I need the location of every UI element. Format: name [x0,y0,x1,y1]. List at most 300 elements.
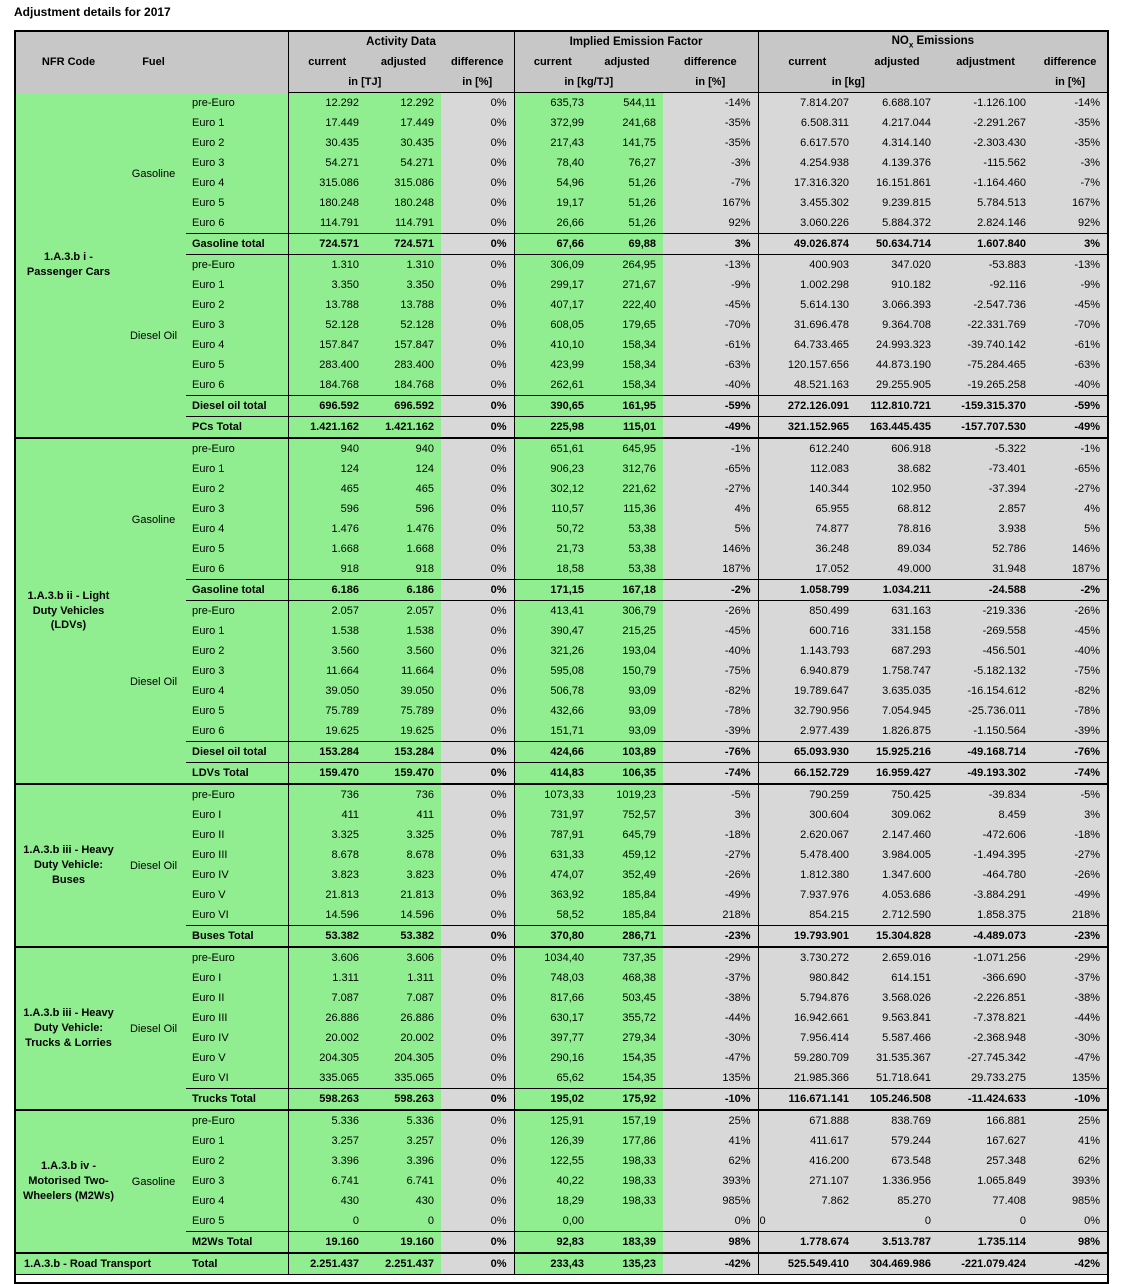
value-cell: 1.311 [288,968,366,988]
value-cell: -75.284.465 [938,355,1033,375]
value-cell: 985% [1033,1191,1108,1211]
value-cell: 39.050 [288,681,366,701]
value-cell: 3.823 [288,865,366,885]
value-cell: 13.788 [288,295,366,315]
value-cell: -27.745.342 [938,1048,1033,1068]
value-cell: 598.263 [288,1089,366,1111]
value-cell: 7.054.945 [856,701,938,721]
value-cell: 3.257 [288,1131,366,1151]
value-cell: -42% [1033,1253,1108,1275]
fuel-cell-empty [121,417,186,439]
value-cell: 167,18 [591,580,663,601]
value-cell: 12.292 [288,93,366,114]
value-cell: 41% [663,1131,758,1151]
header-nox-difference: difference [1033,52,1108,72]
grand-total-row [15,1253,1108,1275]
value-cell: -221.079.424 [938,1253,1033,1275]
value-cell: 2.057 [366,601,441,622]
value-cell: 5.336 [288,1110,366,1131]
value-cell: 110,57 [514,499,591,519]
value-cell: 38.682 [856,459,938,479]
value-cell: 175,92 [591,1089,663,1111]
euro-class-label: pre-Euro [186,438,288,459]
value-cell: 1.476 [366,519,441,539]
block-total-label: M2Ws Total [186,1232,288,1254]
table-row [15,417,1108,439]
value-cell: 335.065 [366,1068,441,1089]
value-cell: 120.157.656 [758,355,856,375]
value-cell: 1.034.211 [856,580,938,601]
value-cell: 93,09 [591,701,663,721]
value-cell: -53.883 [938,255,1033,276]
value-cell: -59% [1033,396,1108,417]
value-cell: 102.950 [856,479,938,499]
value-cell: 2.712.590 [856,905,938,926]
value-cell: 17.316.320 [758,173,856,193]
value-cell: 69,88 [591,234,663,255]
value-cell: 300.604 [758,805,856,825]
value-cell: -1% [663,438,758,459]
value-cell: -10% [663,1089,758,1111]
value-cell: -115.562 [938,153,1033,173]
value-cell: 0% [441,133,514,153]
value-cell: 126,39 [514,1131,591,1151]
value-cell: 0 [758,1211,856,1232]
value-cell: 204.305 [288,1048,366,1068]
value-cell: -14% [1033,93,1108,114]
value-cell: 0% [441,865,514,885]
value-cell: 54.271 [366,153,441,173]
value-cell: -78% [1033,701,1108,721]
value-cell: 222,40 [591,295,663,315]
value-cell: -16.154.612 [938,681,1033,701]
value-cell: -13% [1033,255,1108,276]
value-cell: 187% [1033,559,1108,580]
value-cell: -61% [663,335,758,355]
euro-class-label: Euro I [186,805,288,825]
value-cell: -24.588 [938,580,1033,601]
value-cell: 525.549.410 [758,1253,856,1275]
value-cell: 17.449 [288,113,366,133]
value-cell: -27% [663,845,758,865]
value-cell: 0% [441,295,514,315]
header-nox-adjustment: adjustment [938,52,1033,72]
value-cell: -70% [663,315,758,335]
value-cell: 187% [663,559,758,580]
value-cell: 12.292 [366,93,441,114]
value-cell: 696.592 [288,396,366,417]
value-cell: 116.671.141 [758,1089,856,1111]
value-cell: 150,79 [591,661,663,681]
value-cell: 1034,40 [514,947,591,968]
value-cell: 153.284 [366,742,441,763]
euro-class-label: Euro 3 [186,661,288,681]
value-cell: 0% [441,275,514,295]
value-cell: 918 [366,559,441,580]
value-cell: 16.942.661 [758,1008,856,1028]
fuel-cell: Diesel Oil [121,784,186,947]
value-cell: 146% [1033,539,1108,559]
value-cell: 48.521.163 [758,375,856,396]
value-cell: -73.401 [938,459,1033,479]
value-cell: 146% [663,539,758,559]
value-cell: -1.150.564 [938,721,1033,742]
value-cell: 411 [366,805,441,825]
value-cell: 36.248 [758,539,856,559]
value-cell: -18% [663,825,758,845]
value-cell: 736 [288,784,366,805]
value-cell: 51.718.641 [856,1068,938,1089]
nfr-cell: 1.A.3.b iii - Heavy Duty Vehicle: Trucks & Lorries [15,947,121,1110]
value-cell: 217,43 [514,133,591,153]
value-cell: 423,99 [514,355,591,375]
value-cell: 0% [441,601,514,622]
value-cell: 397,77 [514,1028,591,1048]
euro-class-label: Euro 1 [186,1131,288,1151]
value-cell: -159.315.370 [938,396,1033,417]
value-cell: 1.778.674 [758,1232,856,1254]
value-cell: -65% [1033,459,1108,479]
value-cell: 13.788 [366,295,441,315]
euro-class-label: Euro VI [186,1068,288,1089]
euro-class-label: pre-Euro [186,947,288,968]
header-nfr-code: NFR Code [15,31,121,93]
value-cell: -27% [1033,845,1108,865]
value-cell: 11.664 [288,661,366,681]
fuel-cell-empty [121,763,186,785]
value-cell: 6.741 [288,1171,366,1191]
value-cell: 77.408 [938,1191,1033,1211]
value-cell: 112.810.721 [856,396,938,417]
value-cell: 40,22 [514,1171,591,1191]
value-cell: 158,34 [591,335,663,355]
euro-class-label: Euro 3 [186,153,288,173]
value-cell: -38% [663,988,758,1008]
value-cell: 3.606 [366,947,441,968]
value-cell: 1.311 [366,968,441,988]
value-cell: 355,72 [591,1008,663,1028]
euro-class-label: Euro 5 [186,701,288,721]
value-cell: 0% [1033,1211,1108,1232]
table-row [15,784,1108,805]
value-cell: 306,09 [514,255,591,276]
value-cell: -75% [1033,661,1108,681]
value-cell: 1.858.375 [938,905,1033,926]
value-cell: 0 [856,1211,938,1232]
value-cell: 53.382 [366,926,441,948]
value-cell: 3.396 [366,1151,441,1171]
value-cell: -35% [663,113,758,133]
value-cell: 424,66 [514,742,591,763]
value-cell: 790.259 [758,784,856,805]
value-cell: 850.499 [758,601,856,622]
value-cell: 0% [441,438,514,459]
value-cell: -456.501 [938,641,1033,661]
value-cell: 1.421.162 [366,417,441,439]
value-cell: -7% [663,173,758,193]
value-cell: 750.425 [856,784,938,805]
value-cell: 614.151 [856,968,938,988]
fuel-cell: Gasoline [121,1110,186,1253]
block-total-label: Buses Total [186,926,288,948]
value-cell: 0% [441,213,514,234]
value-cell: 2.057 [288,601,366,622]
value-cell: 3.568.026 [856,988,938,1008]
value-cell: 400.903 [758,255,856,276]
value-cell: 68.812 [856,499,938,519]
value-cell: 3% [663,805,758,825]
value-cell: -45% [663,295,758,315]
value-cell: 3.060.226 [758,213,856,234]
euro-class-label: Euro 1 [186,113,288,133]
value-cell: -19.265.258 [938,375,1033,396]
value-cell: -9% [663,275,758,295]
value-cell: 906,23 [514,459,591,479]
value-cell: 14.596 [366,905,441,926]
value-cell: 26.886 [366,1008,441,1028]
value-cell: -14% [663,93,758,114]
value-cell: 299,17 [514,275,591,295]
value-cell: 184.768 [288,375,366,396]
value-cell: 15.304.828 [856,926,938,948]
value-cell: -9% [1033,275,1108,295]
value-cell: 0% [441,947,514,968]
value-cell: 631,33 [514,845,591,865]
value-cell: 0% [441,153,514,173]
euro-class-label: Euro 5 [186,355,288,375]
value-cell: 0% [441,375,514,396]
value-cell: -26% [663,865,758,885]
value-cell: 1.476 [288,519,366,539]
value-cell: 7.862 [758,1191,856,1211]
unit-ad-pct: in [%] [441,72,514,93]
value-cell: 5.884.372 [856,213,938,234]
value-cell: 193,04 [591,641,663,661]
value-cell: 2.251.437 [288,1253,366,1275]
value-cell: 411 [288,805,366,825]
value-cell: 0% [441,721,514,742]
value-cell: 21.813 [366,885,441,905]
value-cell: 98% [1033,1232,1108,1254]
value-cell: 3.730.272 [758,947,856,968]
value-cell: 179,65 [591,315,663,335]
value-cell: 8.459 [938,805,1033,825]
value-cell: 54,96 [514,173,591,193]
header-group-nox-emissions: $NO_x$ Emissions [758,31,1108,52]
value-cell: 468,38 [591,968,663,988]
value-cell: 416.200 [758,1151,856,1171]
value-cell: 3.513.787 [856,1232,938,1254]
value-cell: 372,99 [514,113,591,133]
value-cell: -29% [663,947,758,968]
value-cell: 0% [441,701,514,721]
unit-tj: in [TJ] [288,72,441,93]
value-cell: 3.350 [288,275,366,295]
value-cell: 44.873.190 [856,355,938,375]
value-cell: 115,36 [591,499,663,519]
value-cell: -1.071.256 [938,947,1033,968]
block-total-label: Gasoline total [186,234,288,255]
euro-class-label: Euro I [186,968,288,988]
value-cell: 180.248 [288,193,366,213]
value-cell: 271,67 [591,275,663,295]
value-cell: 347.020 [856,255,938,276]
value-cell: -25.736.011 [938,701,1033,721]
value-cell: 39.050 [366,681,441,701]
value-cell: 7.814.207 [758,93,856,114]
value-cell: 2.659.016 [856,947,938,968]
value-cell: 817,66 [514,988,591,1008]
value-cell: 0% [441,845,514,865]
fuel-cell: Gasoline [121,93,186,255]
value-cell: 918 [288,559,366,580]
euro-class-label: Euro II [186,988,288,1008]
value-cell: 854.215 [758,905,856,926]
table-row [15,93,1108,114]
value-cell: 0% [441,417,514,439]
value-cell: -27% [1033,479,1108,499]
value-cell: -1% [1033,438,1108,459]
header-group-activity-data: Activity Data [288,31,514,52]
value-cell: -37% [1033,968,1108,988]
value-cell: -82% [1033,681,1108,701]
value-cell: -269.558 [938,621,1033,641]
value-cell: -26% [663,601,758,622]
value-cell: 3.396 [288,1151,366,1171]
value-cell: 0% [441,784,514,805]
value-cell: 0% [441,173,514,193]
value-cell: -157.707.530 [938,417,1033,439]
value-cell: 1.347.600 [856,865,938,885]
value-cell: -59% [663,396,758,417]
value-cell: 6.688.107 [856,93,938,114]
value-cell: -1.126.100 [938,93,1033,114]
value-cell: 608,05 [514,315,591,335]
value-cell: 0% [441,641,514,661]
value-cell: 0% [441,621,514,641]
value-cell: -472.606 [938,825,1033,845]
value-cell: 0% [441,905,514,926]
value-cell: -42% [663,1253,758,1275]
value-cell: 53.382 [288,926,366,948]
value-cell: 4.314.140 [856,133,938,153]
value-cell: 1.421.162 [288,417,366,439]
value-cell: -49% [1033,885,1108,905]
value-cell: 4.053.686 [856,885,938,905]
value-cell: 141,75 [591,133,663,153]
value-cell: 5% [663,519,758,539]
value-cell: 0% [441,479,514,499]
value-cell: 0% [441,968,514,988]
value-cell: 183,39 [591,1232,663,1254]
value-cell: 105.246.508 [856,1089,938,1111]
value-cell: 1.826.875 [856,721,938,742]
value-cell: -63% [663,355,758,375]
euro-class-label: Euro III [186,845,288,865]
value-cell: 25% [1033,1110,1108,1131]
value-cell: 0% [441,315,514,335]
value-cell: 3.635.035 [856,681,938,701]
value-cell: 0% [441,681,514,701]
header-nox-adjusted: adjusted [856,52,938,72]
value-cell: 0% [441,1068,514,1089]
euro-class-label: Euro 2 [186,133,288,153]
adjustment-details-table [14,30,1109,1284]
value-cell: 29.733.275 [938,1068,1033,1089]
euro-class-label: Euro 3 [186,315,288,335]
euro-class-label: Euro 4 [186,681,288,701]
value-cell: 19,17 [514,193,591,213]
value-cell: -5% [1033,784,1108,805]
value-cell: -10% [1033,1089,1108,1111]
value-cell: 1.336.956 [856,1171,938,1191]
value-cell: 75.789 [366,701,441,721]
value-cell: 2.147.460 [856,825,938,845]
value-cell: 335.065 [288,1068,366,1089]
euro-class-label: Euro 2 [186,295,288,315]
value-cell: -39.740.142 [938,335,1033,355]
value-cell: -30% [663,1028,758,1048]
value-cell: 0% [441,1191,514,1211]
value-cell: 1.735.114 [938,1232,1033,1254]
value-cell: -39% [1033,721,1108,742]
value-cell: 671.888 [758,1110,856,1131]
value-cell: 154,35 [591,1048,663,1068]
value-cell: -70% [1033,315,1108,335]
value-cell: -47% [1033,1048,1108,1068]
value-cell: -49.168.714 [938,742,1033,763]
euro-class-label: Euro III [186,1008,288,1028]
fuel-cell: Gasoline [121,438,186,601]
value-cell: 53,38 [591,519,663,539]
value-cell: 411.617 [758,1131,856,1151]
value-cell: 752,57 [591,805,663,825]
value-cell: 185,84 [591,885,663,905]
value-cell: 3.325 [288,825,366,845]
value-cell: 0% [441,1008,514,1028]
value-cell: 731,97 [514,805,591,825]
fuel-cell: Diesel Oil [121,255,186,417]
value-cell: 0% [441,805,514,825]
value-cell: 413,41 [514,601,591,622]
value-cell: 85.270 [856,1191,938,1211]
value-cell: 41% [1033,1131,1108,1151]
value-cell: -40% [1033,641,1108,661]
value-cell: 321,26 [514,641,591,661]
value-cell: 233,43 [514,1253,591,1275]
value-cell: 390,47 [514,621,591,641]
value-cell: 1.065.849 [938,1171,1033,1191]
value-cell: 218% [663,905,758,926]
value-cell: 787,91 [514,825,591,845]
value-cell: -11.424.633 [938,1089,1033,1111]
value-cell: 4% [663,499,758,519]
value-cell: -49% [1033,417,1108,439]
value-cell: 0% [441,1028,514,1048]
value-cell: 135% [663,1068,758,1089]
unit-ief-pct: in [%] [663,72,758,93]
value-cell: 50.634.714 [856,234,938,255]
value-cell: -38% [1033,988,1108,1008]
value-cell: 1.607.840 [938,234,1033,255]
value-cell: -27% [663,479,758,499]
euro-class-label: pre-Euro [186,784,288,805]
value-cell: 195,02 [514,1089,591,1111]
value-cell: 2.977.439 [758,721,856,742]
value-cell: -3.884.291 [938,885,1033,905]
value-cell: 0% [441,539,514,559]
value-cell: 302,12 [514,479,591,499]
